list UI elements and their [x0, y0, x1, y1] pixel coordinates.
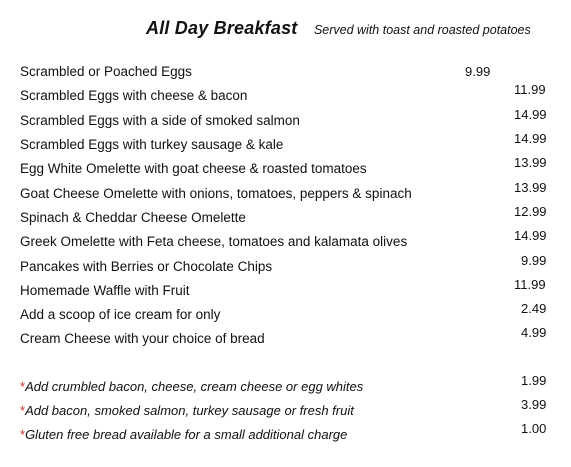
menu-item-name: Add a scoop of ice cream for only — [20, 307, 221, 322]
section-title: All Day Breakfast — [146, 18, 298, 38]
menu-item-price: 13.99 — [514, 180, 547, 195]
addon-price: 1.00 — [521, 421, 547, 436]
menu-item-price: 11.99 — [514, 82, 546, 97]
menu-item-name: Cream Cheese with your choice of bread — [20, 331, 265, 346]
menu-item-name: Scrambled or Poached Eggs — [20, 64, 192, 79]
addon-price: 1.99 — [521, 373, 547, 388]
menu-item-price: 14.99 — [514, 107, 547, 122]
menu-item-name: Spinach & Cheddar Cheese Omelette — [20, 210, 246, 225]
addon-note — [20, 379, 363, 394]
menu-item-name: Scrambled Eggs with a side of smoked salmon — [20, 113, 300, 128]
menu-item-price: 12.99 — [514, 204, 547, 219]
menu-item-name: Egg White Omelette with goat cheese & roasted tomatoes — [20, 161, 367, 176]
asterisk-marker: * — [20, 427, 26, 442]
menu-item-price: 11.99 — [514, 277, 546, 292]
menu-item-name: Scrambled Eggs with cheese & bacon — [20, 88, 248, 103]
menu-item-price: 9.99 — [521, 253, 547, 268]
menu-item-name: Goat Cheese Omelette with onions, tomatoes, peppers & spinach — [20, 186, 412, 201]
section-subtitle: Served with toast and roasted potatoes — [313, 23, 531, 37]
asterisk-marker: * — [20, 403, 26, 418]
menu-header — [146, 18, 531, 39]
menu-item-price: 13.99 — [514, 155, 547, 170]
addon-note-text: Add bacon, smoked salmon, turkey sausage or fresh fruit — [25, 403, 354, 418]
addon-note — [20, 427, 347, 442]
menu-item-price: 4.99 — [521, 325, 547, 340]
asterisk-marker: * — [20, 379, 26, 394]
menu-item-price: 14.99 — [514, 228, 547, 243]
menu-item-name: Pancakes with Berries or Chocolate Chips — [20, 259, 273, 274]
menu-item-price: 14.99 — [514, 131, 547, 146]
addon-price: 3.99 — [521, 397, 547, 412]
addon-note-text: Gluten free bread available for a small additional charge — [25, 427, 348, 442]
menu-item-price: 2.49 — [521, 301, 547, 316]
menu-item-name: Scrambled Eggs with turkey sausage & kale — [20, 137, 284, 152]
menu-item-price: 9.99 — [465, 64, 491, 79]
addon-note-text: Add crumbled bacon, cheese, cream cheese or egg whites — [25, 379, 364, 394]
menu-item-name: Homemade Waffle with Fruit — [20, 283, 190, 298]
menu-item-name: Greek Omelette with Feta cheese, tomatoes and kalamata olives — [20, 234, 408, 249]
addon-note — [20, 403, 354, 418]
